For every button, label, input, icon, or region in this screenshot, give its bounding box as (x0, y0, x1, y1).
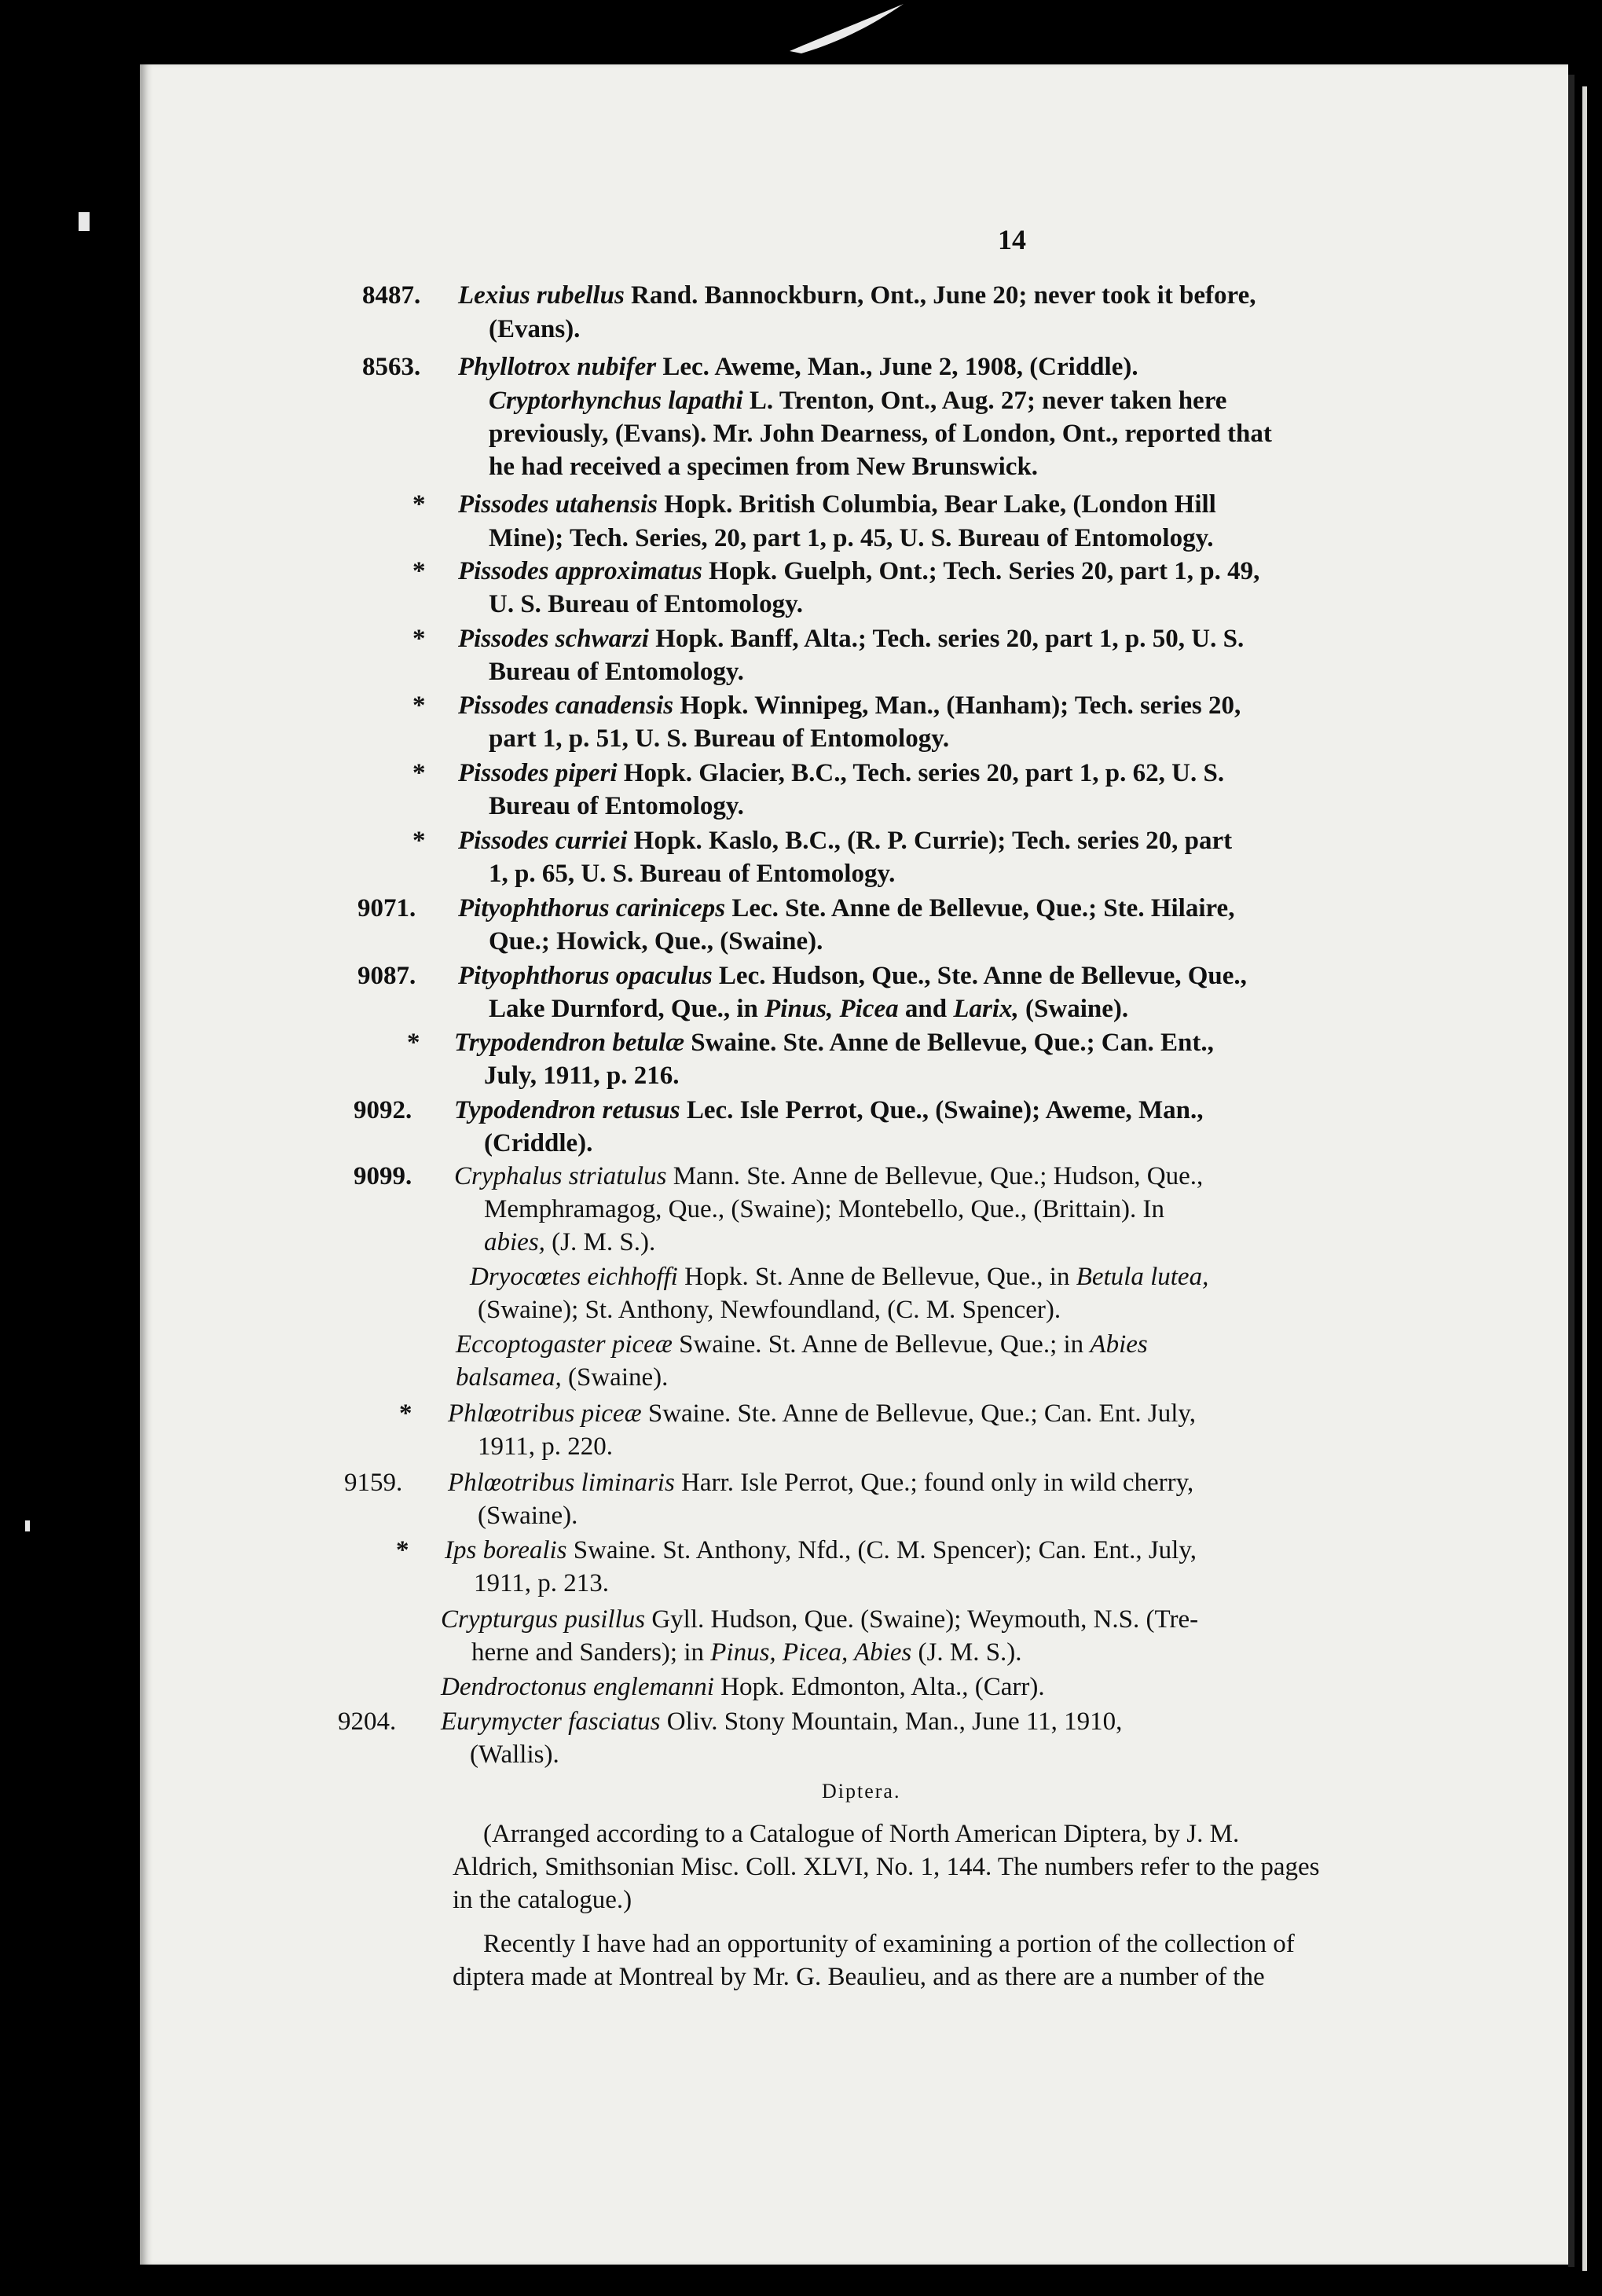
entry-line: Pissodes curriei Hopk. Kaslo, B.C., (R. P. Currie); Tech. series 20, part (458, 827, 1233, 855)
new-record-asterisk: * (407, 1029, 420, 1057)
entry-line: Bureau of Entomology. (489, 658, 744, 686)
page-content (140, 64, 1568, 2265)
species-name: Pissodes canadensis (458, 691, 674, 720)
catalogue-number: 9099. (354, 1162, 412, 1190)
entry-line: Bureau of Entomology. (489, 792, 744, 820)
new-record-asterisk: * (412, 490, 426, 519)
catalogue-number: 8563. (362, 353, 421, 381)
catalogue-number: 9092. (354, 1096, 412, 1124)
species-name: Dryocœtes eichhoffi (470, 1263, 678, 1291)
entry-line: Crypturgus pusillus Gyll. Hudson, Que. (Swaine); Weymouth, N.S. (Tre- (441, 1605, 1199, 1634)
new-record-asterisk: * (396, 1536, 409, 1564)
species-name: Typodendron retusus (454, 1096, 680, 1124)
entry-line: Trypodendron betulæ Swaine. Ste. Anne de Bellevue, Que.; Can. Ent., (454, 1029, 1214, 1057)
new-record-asterisk: * (412, 691, 426, 720)
species-name: Phlœotribus piceæ (448, 1399, 642, 1428)
new-record-asterisk: * (412, 827, 426, 855)
species-name: Pityophthorus cariniceps (458, 894, 726, 922)
entry-line: Lexius rubellus Rand. Bannockburn, Ont., June 20; never took it before, (458, 281, 1256, 310)
feather-mark (786, 0, 911, 55)
entry-line: Que.; Howick, Que., (Swaine). (489, 927, 823, 955)
species-name: Lexius rubellus (458, 281, 625, 310)
entry-line: Dryocœtes eichhoffi Hopk. St. Anne de Bellevue, Que., in Betula lutea, (470, 1263, 1209, 1291)
scan-speck (79, 212, 90, 231)
paragraph-line: in the catalogue.) (453, 1886, 632, 1914)
catalogue-number: 9071. (357, 894, 416, 922)
entry-line: (Evans). (489, 315, 581, 343)
species-name: Pissodes curriei (458, 827, 628, 855)
catalogue-number: 8487. (362, 281, 421, 310)
new-record-asterisk: * (399, 1399, 412, 1428)
entry-line: Pissodes canadensis Hopk. Winnipeg, Man., (Hanham); Tech. series 20, (458, 691, 1241, 720)
species-name: Pissodes approximatus (458, 557, 702, 585)
paragraph-line: diptera made at Montreal by Mr. G. Beaulieu, and as there are a number of the (453, 1963, 1265, 1991)
entry-line: Typodendron retusus Lec. Isle Perrot, Que., (Swaine); Aweme, Man., (454, 1096, 1204, 1124)
new-record-asterisk: * (412, 625, 426, 653)
species-name: Pissodes schwarzi (458, 625, 649, 653)
species-name: Pissodes utahensis (458, 490, 658, 519)
species-name: Trypodendron betulæ (454, 1029, 685, 1057)
species-name: Phlœotribus liminaris (448, 1469, 675, 1497)
entry-line: Mine); Tech. Series, 20, part 1, p. 45, U. S. Bureau of Entomology. (489, 524, 1214, 552)
entry-line: (Wallis). (470, 1740, 559, 1769)
entry-line: Eccoptogaster piceæ Swaine. St. Anne de Bellevue, Que.; in Abies (456, 1330, 1148, 1359)
species-name: Cryphalus striatulus (454, 1162, 667, 1190)
entry-line: Phlœotribus piceæ Swaine. Ste. Anne de Bellevue, Que.; Can. Ent. July, (448, 1399, 1197, 1428)
entry-line: Phyllotrox nubifer Lec. Aweme, Man., June 2, 1908, (Criddle). (458, 353, 1138, 381)
entry-line: Pissodes utahensis Hopk. British Columbia, Bear Lake, (London Hill (458, 490, 1216, 519)
entry-line: Phlœotribus liminaris Harr. Isle Perrot, Que.; found only in wild cherry, (448, 1469, 1194, 1497)
entry-line: Eurymycter fasciatus Oliv. Stony Mountain, Man., June 11, 1910, (441, 1707, 1123, 1736)
entry-line: Pissodes piperi Hopk. Glacier, B.C., Tech. series 20, part 1, p. 62, U. S. (458, 759, 1225, 787)
species-name: Ips borealis (445, 1536, 567, 1564)
entry-line: 1, p. 65, U. S. Bureau of Entomology. (489, 860, 896, 888)
paragraph-line: Aldrich, Smithsonian Misc. Coll. XLVI, No. 1, 144. The numbers refer to the pages (453, 1853, 1320, 1881)
paragraph-line: Recently I have had an opportunity of examining a portion of the collection of (483, 1930, 1295, 1958)
entry-line: (Swaine). (478, 1502, 578, 1530)
entry-line: previously, (Evans). Mr. John Dearness, of London, Ont., reported that (489, 420, 1272, 448)
entry-line: Pityophthorus cariniceps Lec. Ste. Anne de Bellevue, Que.; Ste. Hilaire, (458, 894, 1235, 922)
entry-line: Lake Durnford, Que., in Pinus, Picea and Larix, (Swaine). (489, 995, 1129, 1023)
entry-line: July, 1911, p. 216. (484, 1062, 680, 1090)
entry-line: U. S. Bureau of Entomology. (489, 590, 804, 618)
page-edge (1582, 86, 1587, 2271)
entry-line: balsamea, (Swaine). (456, 1363, 669, 1392)
species-name: Pityophthorus opaculus (458, 962, 713, 990)
species-name: Crypturgus pusillus (441, 1605, 646, 1634)
entry-line: he had received a specimen from New Brunswick. (489, 453, 1039, 481)
entry-line: Cryphalus striatulus Mann. Ste. Anne de Bellevue, Que.; Hudson, Que., (454, 1162, 1204, 1190)
species-name: Phyllotrox nubifer (458, 353, 657, 381)
new-record-asterisk: * (412, 557, 426, 585)
entry-line: Cryptorhynchus lapathi L. Trenton, Ont., Aug. 27; never taken here (489, 387, 1227, 415)
catalogue-number: 9204. (338, 1707, 397, 1736)
species-name: Pissodes piperi (458, 759, 618, 787)
page-number: 14 (998, 224, 1026, 255)
entry-line: Pissodes schwarzi Hopk. Banff, Alta.; Tech. series 20, part 1, p. 50, U. S. (458, 625, 1245, 653)
catalogue-number: 9159. (344, 1469, 403, 1497)
new-record-asterisk: * (412, 759, 426, 787)
entry-line: 1911, p. 220. (478, 1432, 614, 1461)
catalogue-number: 9087. (357, 962, 416, 990)
entry-line: (Criddle). (484, 1129, 593, 1157)
species-name: Cryptorhynchus lapathi (489, 387, 743, 415)
species-name: Eccoptogaster piceæ (456, 1330, 673, 1359)
entry-line: Pityophthorus opaculus Lec. Hudson, Que., Ste. Anne de Bellevue, Que., (458, 962, 1247, 990)
entry-line: part 1, p. 51, U. S. Bureau of Entomology. (489, 724, 950, 753)
entry-line: Dendroctonus englemanni Hopk. Edmonton, Alta., (Carr). (441, 1673, 1045, 1701)
entry-line: 1911, p. 213. (474, 1569, 610, 1597)
species-name: Eurymycter fasciatus (441, 1707, 661, 1736)
paragraph-line: (Arranged according to a Catalogue of North American Diptera, by J. M. (483, 1820, 1240, 1848)
entry-line: Memphramagog, Que., (Swaine); Montebello, Que., (Brittain). In (484, 1195, 1165, 1223)
scan-speck (25, 1520, 30, 1531)
page-edge (1568, 75, 1575, 2267)
entry-line: abies, (J. M. S.). (484, 1228, 656, 1256)
section-heading: Diptera. (822, 1780, 901, 1803)
entry-line: (Swaine); St. Anthony, Newfoundland, (C. M. Spencer). (478, 1296, 1061, 1324)
species-name: Dendroctonus englemanni (441, 1673, 714, 1701)
entry-line: Pissodes approximatus Hopk. Guelph, Ont.; Tech. Series 20, part 1, p. 49, (458, 557, 1260, 585)
entry-line: herne and Sanders); in Pinus, Picea, Abies (J. M. S.). (471, 1638, 1022, 1667)
entry-line: Ips borealis Swaine. St. Anthony, Nfd., (C. M. Spencer); Can. Ent., July, (445, 1536, 1197, 1564)
